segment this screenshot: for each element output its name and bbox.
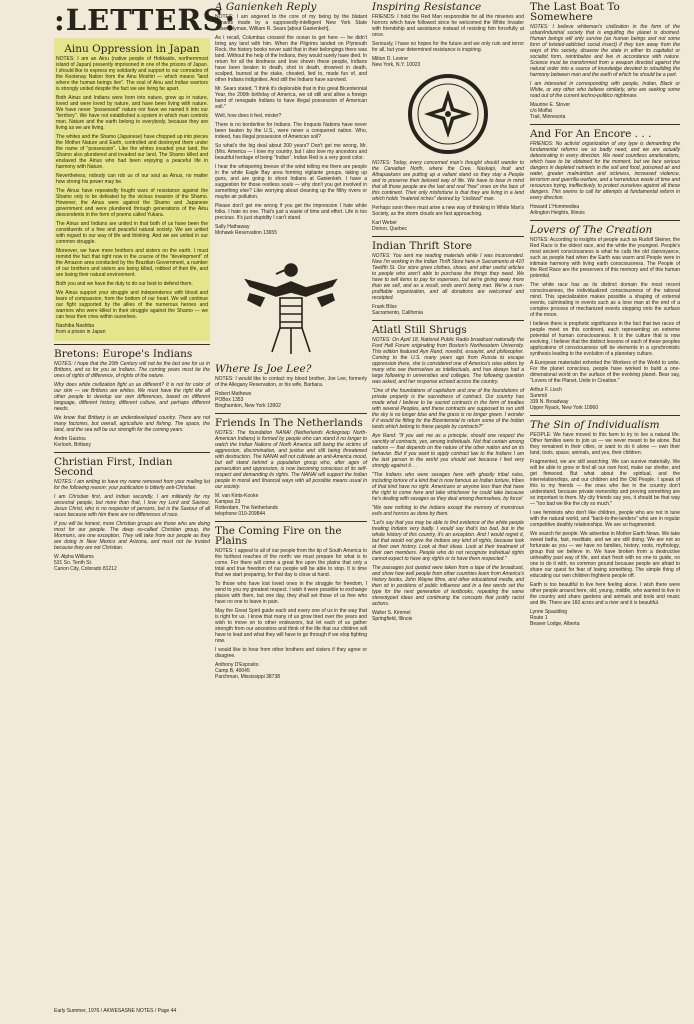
lovers-paragraph: The white race has as its distinct domain the most recent consciousness, the individualized consciousness of the rational mind. This specialization makes possible a shaping of external events, culminating in events such as a lone man at the end of a complex process of mechanized events stepping onto the surface of the moon. [530, 282, 680, 318]
masthead: :LETTERS: [54, 3, 237, 37]
bretons-paragraph: NOTES: I hope that the 20th Century will not be the last one for us in Brittons, and so for you as Indians. The coming years must be the ones of rights of difference, of rights of the nature. [54, 361, 210, 379]
ganienkeh-paragraph: I hear the whispering breeze of the wind telling me there are people in the white Eagle Bay area forming vigilante groups, taking up guns, and are going to shoot Indians at Ganienkeh. I have a suggestion for those restless souls — why don't you get involved in something else? Like worrying about cleaning up the filthy rivers or maybe air pollution. [215, 164, 367, 200]
sin-paragraph: We search for people. We advertise in Mother Earth News. We take sweat baths, fast, meditate, and we are still doing. We are not so fortunate as you — we have no families, history, roots, mythology, group that we believe in. We have broken from a destructive unhealthy past way of life, and start fresh with no one to guide, no one to do it with, no common ground because people are afraid to share our quest for fear of losing something. The simple thing of educating our own children frightens people off. [530, 531, 680, 579]
coming-fire-paragraph: To those who have lost loved ones in the struggle for freedom, I send to you my greatest respect. I wish it were possible to exchange places with them, but one day, they shall set those of us free who have no one to leave in pain. [215, 581, 367, 605]
sin-title: The Sin of Individualism [530, 419, 660, 431]
encore-signature: Howard L'Hommedieu Arlington Heights, Illinois [530, 204, 585, 216]
divider [54, 452, 210, 453]
atlatl-signature: Walter S. Kimmel Springfield, Illinois [372, 610, 413, 622]
netherlands-signature: M. van Kints-Kooke Kampas 23 Rotterdam, The Netherlands telephone 010-209844 [215, 493, 278, 517]
encore-title: And For An Encore . . . [530, 128, 652, 140]
column-2 [215, 0, 367, 684]
ainu-signature: Nashiba Nashiba from a prison in Japan [56, 323, 106, 335]
atlatl-title: Atlatl Still Shrugs [372, 324, 467, 336]
ainu-title: Ainu Oppression in Japan [64, 43, 200, 55]
inspiring-title: Inspiring Resistance [372, 1, 482, 13]
canada-paragraph: NOTES: Today, every concerned man's thought should wander to the Canadian North, where the Cree, Naskapi, Inuit and Athapaskans are putting up a valiant stand so they stay a People and to preserve their beloved way of life. We have to bear in mind that all those people are the last and real "free" ones on the face of this continent. Their only misfortune is that they are living in a land which holds "material riches" desired by "civilized" man. [372, 160, 524, 202]
lastboat-signature: Maurine E. Stover c/o Moffat Trail, Minnesota [530, 102, 571, 120]
ganienkeh-paragraph: So what's the big deal about 200 years? Don't get me wrong, Mr. (Mrs. America — I love my country, but I also love my ancestors and beautiful heritage of being "Indian". Indian Red is a very good color. [215, 143, 367, 161]
ganienkeh-signature: Sally Hathaway Mohawk Reservation 13655 [215, 224, 277, 236]
atlatl-paragraph: "We owe nothing to the Indians except the memory of monstrous evils and horrors as done by them. [372, 505, 524, 517]
bretons-title: Bretons: Europe's Indians [54, 348, 193, 360]
lovers-title: Lovers of The Creation [530, 224, 653, 236]
bretons-paragraph: Why does white civilization fight us as different? It is not for color of our skin — we Brittons are whites. We must have the right like all other people to develop our own differences, based on different language, different history, different culture, and perhaps different needs. [54, 382, 210, 412]
inspiring-paragraph: FRIENDS: I hold the Red Man responsible for all the miseries and horrors which have followed since he welcomed the White Invader with friendship and assistance instead of resisting him forcefully at once. [372, 14, 524, 38]
ganienkeh-paragraph: Well, how does it feel, mister? [215, 113, 282, 119]
divider [215, 413, 367, 414]
ainu-paragraph: The Ainus and Indians are united in that both of us have been the constituents of a free and peaceful natural society. We are united with regard to our way of life and thinking. And we are united in our common struggle. [56, 221, 208, 245]
ainu-paragraph: The Ainus have repeatedly fought wars of resistance against the Shamo only to be defeated by the vicious invasion of the Shamo. However, the Ainus were against the Shamo and Japanese government and were plundered through generations of the Ainu descendents in the form of poems called Yukara. [56, 188, 208, 218]
divider [372, 320, 524, 321]
ainu-paragraph: We Ainus support your struggle and independence with blood and tears of compassion, from the bottom of our heart. We will continue our fight supported by the allies of the numerous heroes and warriors who were killed in their struggle against the Shamo — we can hear their cries within ourselves. [56, 290, 208, 320]
coming-fire-title: The Coming Fire on the Plains [215, 525, 342, 547]
thunderbird-illustration [236, 240, 346, 360]
atlatl-paragraph: "The Indians who were savages here with ghastly tribal rules, including torture of a kind that is now famous as Indian torture, tribes of that kind have no right. Americans or anyone less than that have the right to come here and take whichever he could take because he's dealing with savages as they deal among themselves, by force! [372, 472, 524, 502]
encore-paragraph: FRIENDS: No activist organization of any type is demanding the fundamental reforms we so badly need, and we are actually deteriorating in every direction. We need countless ameliorations, which have to be obtained for the moment, but we face serious dangers in depleted nutrients in the soil and food, poisoned air and water, greater malnutrition and sickness, increased violence, terrorism and guerrilla warfare, and a horrendous waste of time and resources trying, ineffectively, to protect ourselves against all these dangers. This seems to call for attempts at fundamental reform in every direction. [530, 141, 680, 201]
netherlands-paragraph: NOTES: The foundation NANAI (Netherlands Actiegroep North-American Indians) is formed by people who can stand it no longer to watch the Indian Nations of North America still being the victims of aggression, discrimination, and justice and still being threatened with destruction. The NANAI will not cultivate an anti-America mood, but will stand behind a population group who, after ages of persecution and oppression, is now becoming conscious of its self-respect and demanding its rights. The NANAI will support the Indian people in moral and financial ways with all possible means usual in our society. [215, 430, 367, 490]
lovers-paragraph: I believe there is prophetic significance in the fact that two races of people meet on this continent, each representing an extreme potential of human consciousness. It is the culture that is now evolving, I believe that the distinct lessons of each of these peoples applications of consciousness will be elements in a synchronistic synthesis leading to the evolution of a planetary culture. [530, 321, 680, 357]
divider [530, 124, 680, 125]
joelee-paragraph: NOTES: I would like to contact my blood brother, Joe Lee, formerly of the Allegany Reservation, or his wife, Barbara. [215, 376, 367, 388]
ganienkeh-paragraph: There is no borderline for Indians. The Iroquois Nations have never been beaten by the U.S., were never a conquered nation. Who, indeed, has illegal possession of American soil? [215, 122, 367, 140]
atlatl-paragraph: "One of the foundations of capitalism and one of the foundations of private property is the sacredness of contract. Our country has made what I believe to be sacred contracts in the form of treaties with several Peoples, and these contracts are supposed to run until the sky is no longer blue and the grass is no longer green. I wonder if it would be fitting for the Bicentennial to return some of the Indian lands which belong to these people by contracts?" [372, 388, 524, 430]
ganienkeh-paragraph: Please don't get me wrong if you get the impression I hate white folks. I hate no one. That's just a waste of time and effort. Life is too precious. It's just stupidity I can't stand. [215, 203, 367, 221]
divider [215, 521, 367, 522]
ganienkeh-paragraph: As I recall, Columbus crossed the ocean to get here — he didn't bring any land with him. When the Pilgrims landed on Plymouth Rock, the history books never said that in their belongings there was land. Without the help of the Indians, they would surely have died. In return for all the kindness and love shown these people, Indians have been beaten to death, shot to death, drowned in death, scalped, burned at the stake, cheated, lied to, made fun of, and other Indians indignities. And still the Indians have survived. [215, 35, 367, 83]
thrift-paragraph: NOTES: You sent me reading materials while I was incarcerated. Now I'm working in the Indian Thrift Store here in Sacramento at 410 Twelfth St. Our store gives clothes, shoes, and other useful articles to people who aren't able to purchase the things they need. We have to sell items to pay for expenses, but we're giving away more than we sell, and as a result, ends aren't being met. We're a non-profitable organization, and all donations are welcomed and receipted. [372, 253, 524, 301]
column-1 [54, 0, 237, 576]
column-3 [372, 0, 524, 626]
divider [54, 344, 210, 345]
lovers-paragraph: A European materialist exhorted the Workers of the World to unite. For the planet conscious, people have worked to build a one-dimensional world on the surface of the evolving planet. Bear say, "Lovers of the Planet, Unite in Creation." [530, 360, 680, 384]
canada-paragraph: Perhaps soon there must arise a new way of thinking in White Man's Society, as the storm clouds are fast approaching. [372, 205, 524, 217]
lovers-paragraph: NOTES: According to insights of people such as Rudolf Steiner, the Red Race is the oldest race, and the white the youngest. People's most ancient consciousness is what he calls the old clairvoyance, such as people had when the Earth was warm and People were in intimate harmony with living earth consciousness. The People of the Red Race are the preservers of this memory and of this human potential. [530, 237, 680, 279]
inspiring-signature: Milton D. Levine New York, N.Y. 10023 [372, 56, 421, 68]
sin-paragraph: I see feminists who don't like children, people who are not in tune with the natural world, and "back-to-the-landers" who are in regular competitive deathly relationships. We are so fragmented. [530, 510, 680, 528]
divider [530, 220, 680, 221]
sin-paragraph: Fragmented, we are still searching. We can survive materially. We will be able to grow or find all our own food, make our shelter, and get firewood. But what about the spiritual, and the interrelationships, and our children and the Old People. I speak of this to my friends — the ones who live in the country don't understand, because private ownership and proving something are so important to them. My city friends say yes, it should be that way — "too bad we like the city so much." [530, 459, 680, 507]
coming-fire-paragraph: May the Great Spirit guide each and every one of us in the way that is right for us. I know that many of us grow tired over the years and wish to move on to other endeavors, but let each of us gather strength from our ancestors and think of the life that our children will have to lead and what they will have to go through if we stop fighting now. [215, 608, 367, 644]
ainu-paragraph: Moreover, we have more brothers and sisters on the earth. I must remind the fact that right now in the course of the "development" of the Amazon area conducted by the Brazilian Government, a number of our brothers and sisters are being killed, robbed of their life, and are losing their natural environment. [56, 248, 208, 278]
page-footer: Early Summer, 1976 / AKWESASNE NOTES / Page 44 [54, 1008, 177, 1014]
atlatl-paragraph: The passages just quoted were taken from a tape of the broadcast, and show how well people from other countries learn from America's history books, John Wayne films, and other educational media, and then sit in positions of public influence and in a few words set the type for the next generation of textbooks, repeating the same stereotyped ideas and continuing the concepts that justify racist actions. [372, 565, 524, 607]
lastboat-paragraph: I am interested in corresponding with people, Indian, Black or White, or any other who believe similarly, who are seeking some road out of the current techno-politico nightmare. [530, 81, 680, 99]
ainu-paragraph: Both Ainus and Indians were born into nature, grew up in nature, loved and were loved by nature, and have been living with nature. We have never "possessed" nature nor have we named it into our "territory". We have not established a system in which man controls man. Nature and the earth belong to everybody, because they are living as we are living. [56, 95, 208, 131]
thrift-signature: Frank Bliss Sacramento, California [372, 304, 423, 316]
netherlands-title: Friends In The Netherlands [215, 417, 363, 429]
divider [372, 236, 524, 237]
christian-title: Christian First, Indian Second [54, 456, 173, 478]
ganienkeh-paragraph: Mr. Sears stated, "I think it's deplorable that in this great Bicentennial Year, the 200th birthday of America, we sit still and allow a foreign band of renegade Indians to have illegal possession of American soil." [215, 86, 367, 110]
bretons-paragraph: We know that Brittany is an underdeveloped country. There are not many factories, but overall, agriculture and fishing. The space, the land, and the sea will be our strength for the coming years. [54, 415, 210, 433]
lastboat-title: The Last Boat To Somewhere [530, 1, 620, 23]
inspiring-paragraph: Seriously, I have no hopes for the future and we only ruin and terror for all, but your determined resistance is inspiring. [372, 41, 524, 53]
ganienkeh-paragraph: NOTES: I am angered to the core of my being by the blatant remarks made by a supposedly-intelligent New York State Assemblyman, William R. Sears [about Ganienkeh]. [215, 14, 367, 32]
sin-signature: Lynne Spaulding Route 1 Beaver Lodge, Alberta [530, 609, 580, 627]
canada-signature: Karl Weber Dorion, Quebec [372, 220, 408, 232]
christian-paragraph: I am Christian first, and Indian secondly. I am militantly for my ancestral people, but more than that, I love my Lord and Saviour, Jesus Christ, who is no respecter of persons, but is the Saviour of all races because with him there are no differences of race. [54, 494, 210, 518]
ainu-paragraph: Both you and we have the duty to do our best to defend them. [56, 281, 193, 287]
sin-paragraph: Earth is too beautiful to live here feeling alone. I wish there were other people around here, old, young, middle, who wanted to live in the country and share gardens and animals and tools and music and life. There are 160 acres and a river and it is beautiful. [530, 582, 680, 606]
column-4 [530, 0, 680, 631]
lastboat-paragraph: NOTES: I believe whiteman's civilization in the form of the urban/industrial society that is engulfing the planet is doomed. Human beings will only survive (as human beings and not some form of twisted-addicted social insect) if they turn away from the ways of this society, disavow the state in either its capitalist or socialist form, reintribalize and live in accordance with nature. Science must be transformed from a weapon directed against the natural order into a source of knowledge devoted to rebuilding the harmony between man and the earth of which he should be a part. [530, 24, 680, 78]
coming-fire-paragraph: I would like to hear from other brothers and sisters if they agree or disagree. [215, 647, 367, 659]
christian-paragraph: If you will be honest, more Christian groups are those who are doing most for our people. The deep so-called Christian group, the Mormons, are one exception. They will take from our people as they are doing in New Mexico and Arizona, and must not be trusted because they are not Christian. [54, 521, 210, 551]
coming-fire-paragraph: NOTES: I appeal to all of our people from the tip of South America to the furthest reaches of the north: we must prepare for what is to come. For there will come a great fire upon the plains that only a total and true freedom of our people will be able to stop. It is time that we start preparing, for that day is close at hand. [215, 548, 367, 578]
bretons-signature: Andre Guiziou Kerlooh, Brittany [54, 436, 91, 448]
ganienkeh-title: A Ganienkeh Reply [215, 1, 317, 13]
ainu-letter [54, 38, 210, 341]
christian-signature: W. Alpha Williams 531 So. Tenth St. Canon City, Colorado 81212 [54, 554, 117, 572]
atlatl-paragraph: NOTES: On April 18, National Public Radio broadcast nationally the Ford Hall Forum originating from Boston's Northeastern University. This edition featured Ayn Rand, novelist, essayist, and philosopher. Coming to the U.S. many years ago from Russia to escape oppression there, she is considered one of America's wise elders by many who see themselves as intellectuals, and has always had a large following in universities and colleges. The following question was asked, and her response echoed across the country. [372, 337, 524, 385]
atlatl-paragraph: Ayn Rand: "If you ask me as a principle, should one respect the sanctity of contracts, yes, among individuals. Not that certain among nations — that depends on the nature of the other nation and on its behavior. But if you want to apply contract law to the Indians I am the last person in the world you should ask because I feel very strongly against it. . . [372, 433, 524, 469]
ainu-paragraph: NOTES: I am an Ainu (native people of Hokkaido, northernmost island of Japan) presently imprisoned in one of the prisons of Japan. I should like to express my solidarity and support to our comrades of the Kootenay Nation from the Ainu Moshiri — which means "land where the human beings live". The soul of Ainu and Indian warriors is strongly united despite the fact we are living far apart. [56, 56, 208, 92]
christian-paragraph: NOTES: I am writing to have my name removed from your mailing list for the following reason: your publication is bitterly anti-Christian. [54, 479, 210, 491]
joelee-signature: Robert Mathews POBox 1353 Binghamton, New York 13902 [215, 391, 281, 409]
circle-emblem-illustration [406, 72, 490, 156]
thrift-title: Indian Thrift Store [372, 240, 472, 252]
sin-paragraph: PEOPLE: We have moved to this farm to try to live a natural life. Other families were to join us — we never meant to be alone. But they remained in their cities, or want to do it alone — own their land, tools, space, animals, and yes, their children. [530, 432, 680, 456]
ainu-paragraph: Nevertheless, nobody can rob us of our soul as Ainus, no matter how strong his power may be. [56, 173, 208, 185]
ainu-paragraph: The whites and the Shamo (Japanese) have chopped up into pieces the Mother Nature and Earth, controlled and destroyed them under the name of "possession". Like the whites invaded your land, the Shamo also plundered and invaded our land. The Shamo killed and enslaved the Ainus who had been enjoying a peaceful life in harmony with Nature. [56, 134, 208, 170]
joelee-title: Where Is Joe Lee? [215, 363, 312, 375]
lovers-signature: Arthur F. Lisch Summit 339 N. Broadway Upper Nyack, New York 10960 [530, 387, 599, 411]
divider [530, 415, 680, 416]
coming-fire-signature: Anthony D'Esposito Camp B, 40045 Parchman, Mississippi 38738 [215, 662, 281, 680]
atlatl-paragraph: "Let's say that you may be able to find evidence of the white people treating Indians very badly. I would say that's too bad, but in the whole history of this country, it's an exception. And I would regret it, but that would not give the Indians any kind of rights, because look at their own history. Look at their ideas. Look at their treatment of their own members. People who do not recognize individual rights cannot expect to have any rights or to have them respected." [372, 520, 524, 562]
